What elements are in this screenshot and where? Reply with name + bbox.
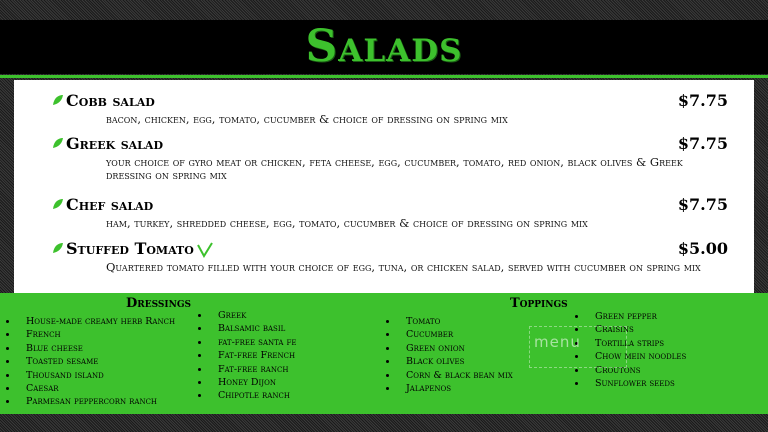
list-item: Thousand island xyxy=(2,369,175,382)
item-description: bacon, chicken, egg, tomato, cucumber & choice of dressing on spring mix xyxy=(106,112,508,126)
item-price: $5.00 xyxy=(677,239,728,258)
dressings-title: Dressings xyxy=(126,296,192,311)
vegetarian-check-icon xyxy=(196,241,214,259)
list-item: Sunflower seeds xyxy=(571,377,686,390)
list-item: Chipotle ranch xyxy=(194,389,296,402)
list-item: Tomato xyxy=(382,315,513,328)
watermark-logo: menu xyxy=(534,333,581,351)
list-item: Greek xyxy=(194,309,296,322)
dressings-list-1 xyxy=(2,315,175,409)
list-item: Cucumber xyxy=(382,328,513,341)
item-name: Cobb salad xyxy=(66,91,155,110)
item-price: $7.75 xyxy=(677,91,728,110)
list-item: Caesar xyxy=(2,382,175,395)
toppings-list-1 xyxy=(382,315,513,395)
item-description: ham, turkey, shredded cheese, egg, tomato, cucumber & choice of dressing on spring mix xyxy=(106,216,588,230)
toppings-title: Toppings xyxy=(510,296,568,311)
list-item: Fat-free French xyxy=(194,349,296,362)
list-item: Balsamic basil xyxy=(194,322,296,335)
list-item: French xyxy=(2,328,175,341)
footer-pattern xyxy=(0,414,768,432)
list-item: Croutons xyxy=(571,364,686,377)
list-item: Toasted sesame xyxy=(2,355,175,368)
list-item: Blue cheese xyxy=(2,342,175,355)
item-description: your choice of gyro meat or chicken, feta cheese, egg, cucumber, tomato, red onion, black olives & Greek dressing on spring mix xyxy=(106,155,683,182)
list-item: Chow mein noodles xyxy=(571,350,686,363)
list-item: Green onion xyxy=(382,342,513,355)
list-item: Parmesan peppercorn ranch xyxy=(2,395,175,408)
item-description: Quartered tomato filled with your choice of egg, tuna, or chicken salad, served with cucumber on spring mix xyxy=(106,260,701,274)
list-item: Tortilla strips xyxy=(571,337,686,350)
dressings-list-2 xyxy=(194,309,296,403)
list-item: fat-free santa fe xyxy=(194,336,296,349)
list-item: Jalapenos xyxy=(382,382,513,395)
list-item: House-made creamy herb Ranch xyxy=(2,315,175,328)
list-item: Fat-free ranch xyxy=(194,363,296,376)
list-item: Corn & black bean mix xyxy=(382,369,513,382)
header-divider xyxy=(0,75,768,78)
extras-panel xyxy=(0,293,768,414)
item-name: Greek salad xyxy=(66,134,163,153)
list-item: Black olives xyxy=(382,355,513,368)
item-name: Chef salad xyxy=(66,195,154,214)
list-item: Green pepper xyxy=(571,310,686,323)
item-price: $7.75 xyxy=(677,134,728,153)
page-title: Salads xyxy=(305,21,463,72)
list-item: Craisins xyxy=(571,323,686,336)
list-item: Honey Dijon xyxy=(194,376,296,389)
header-bar xyxy=(0,20,768,74)
item-price: $7.75 xyxy=(677,195,728,214)
salad-menu-panel xyxy=(14,80,754,293)
item-name: Stuffed Tomato xyxy=(52,239,214,259)
